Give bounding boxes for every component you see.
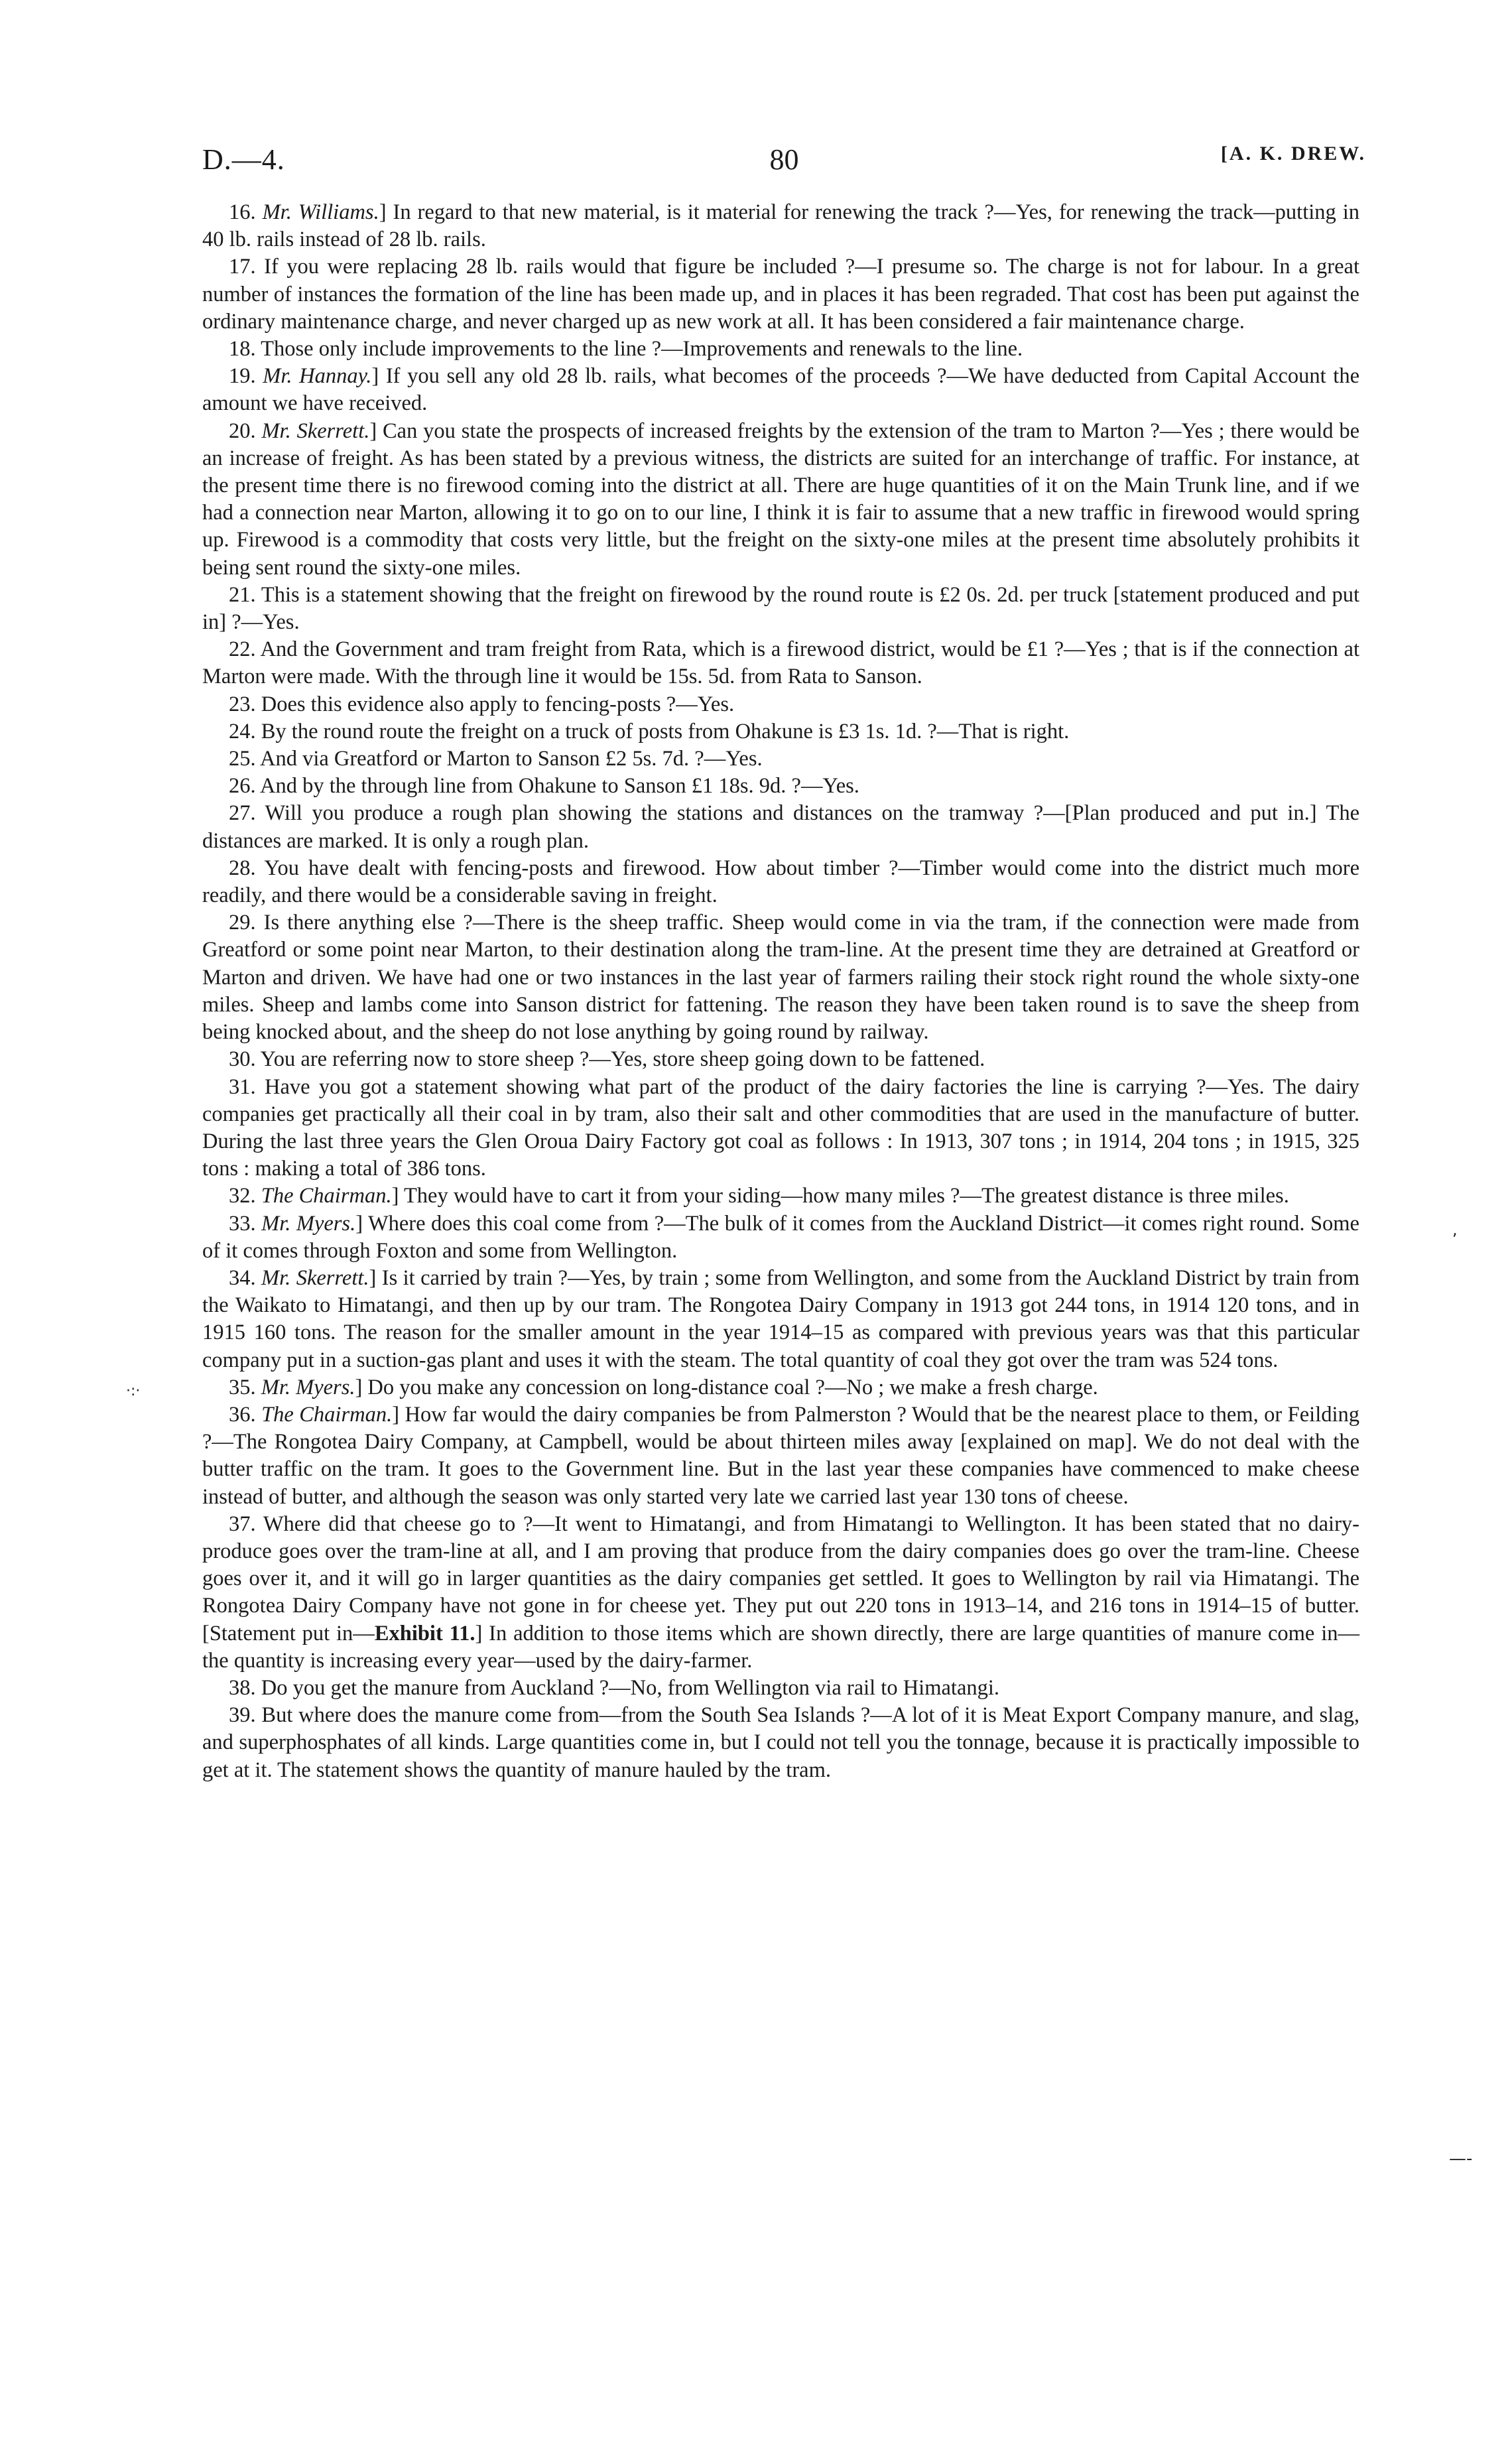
question-paragraph bbox=[202, 1046, 1359, 1073]
question-paragraph bbox=[202, 800, 1359, 854]
speaker-name: Mr. Myers. bbox=[261, 1211, 356, 1236]
exhibit-reference: Exhibit 11. bbox=[374, 1621, 475, 1645]
speaker-name: The Chairman. bbox=[261, 1402, 393, 1427]
speaker-name: Mr. Myers. bbox=[261, 1375, 355, 1399]
question-number: 26. bbox=[229, 774, 256, 799]
question-number: 37. bbox=[229, 1511, 256, 1536]
question-text: You are referring now to store sheep ?—Yes, store sheep going down to be fattened. bbox=[260, 1047, 985, 1072]
margin-mark: , bbox=[1452, 1220, 1458, 1239]
margin-mark: —‐ bbox=[1449, 2149, 1473, 2169]
question-number: 22. bbox=[229, 637, 256, 662]
question-paragraph bbox=[202, 773, 1359, 800]
question-text: By the round route the freight on a truck of posts from Ohakune is £3 1s. 1d. ?—That is right. bbox=[261, 719, 1070, 743]
question-paragraph bbox=[202, 1511, 1359, 1675]
question-number: 34. bbox=[229, 1265, 256, 1290]
question-text: Those only include improvements to the line ?—Improvements and renewals to the line. bbox=[261, 337, 1023, 361]
speaker-name: Mr. Hannay. bbox=[263, 364, 372, 389]
question-number: 23. bbox=[229, 692, 256, 716]
question-paragraph bbox=[202, 1074, 1359, 1183]
margin-mark: ·:· bbox=[126, 1383, 141, 1399]
witness-name: [A. K. DREW. bbox=[1220, 143, 1366, 164]
question-text: They would have to cart it from your siding—how many miles ?—The greatest distance is three miles. bbox=[403, 1184, 1289, 1208]
question-text: Where did that cheese go to ?—It went to Himatangi, and from Himatangi to Wellington. It has been stated that no dairy-produce goes over the tram-line at all, and I am proving that produce from the dairy companies does go over the tram-line. Cheese goes over it, and it will go in larger quantities as the dairy companies get settled. It goes to Wellington by rail via Himatangi. The Rongotea Dairy Company have not gone in for cheese yet. They put out 220 tons in 1913–14, and 216 tons in 1914–15 of butter. [Statement put in— bbox=[202, 1511, 1359, 1645]
question-number: 33. bbox=[229, 1211, 256, 1236]
question-text: Have you got a statement showing what part of the product of the dairy factories the line is carrying ?—Yes. The dairy companies get practically all their coal in by tram, also their salt and other commodities that are used in the manufacture of butter. During the last three years the Glen Oroua Dairy Factory got coal as follows : In 1913, 307 tons ; in 1914, 204 tons ; in 1915, 325 tons : making a total of 386 tons. bbox=[202, 1074, 1359, 1181]
paper-reference: D.—4. bbox=[202, 143, 285, 176]
question-number: 32. bbox=[229, 1184, 256, 1208]
page-number: 80 bbox=[769, 143, 799, 176]
question-number: 19. bbox=[229, 364, 256, 389]
question-number: 17. bbox=[229, 255, 256, 279]
question-text: But where does the manure come from—from the South Sea Islands ?—A lot of it is Meat Export Company manure, and slag, and superphosphates of all kinds. Large quantities come in, but I could not tell you the tonnage, because it is practically impossible to get at it. The statement shows the quantity of manure hauled by the tram. bbox=[202, 1703, 1359, 1782]
question-paragraph bbox=[202, 636, 1359, 690]
question-paragraph: 36. The Chairman.] How far would the dairy companies be from Palmerston ? Would that be the nearest place to them, or Feilding ?—The Rongotea Dairy Company, at Campbell, would be about thirteen miles away [explained on map]. We do not deal with the butter traffic on the tram. It goes to the Government line. But in the last year these companies have commenced to make cheese instead of butter, and although the season was only started very late we carried last year 130 tons of cheese. bbox=[202, 1402, 1359, 1509]
question-text: Will you produce a rough plan showing the stations and distances on the tramway ?—[Plan produced and put in.] The distances are marked. It is only a rough plan. bbox=[202, 801, 1359, 853]
question-number: 29. bbox=[229, 911, 256, 935]
question-number: 36. bbox=[229, 1402, 256, 1427]
question-number: 39. bbox=[229, 1703, 256, 1728]
question-number: 30. bbox=[229, 1047, 256, 1072]
question-text: Is it carried by train ?—Yes, by train ; some from Wellington, and some from the Auckland District by train from the Waikato to Himatangi, and then up by our tram. The Rongotea Dairy Company in 1913 got 244 tons, in 1914 120 tons, and in 1915 160 tons. The reason for the smaller amount in the year 1914–15 as compared with previous years was that this particular company put in a suction-gas plant and uses it with the steam. The total quantity of coal they got over the tram was 524 tons. bbox=[202, 1265, 1359, 1372]
question-text: Can you state the prospects of increased freights by the extension of the tram to Marton ?—Yes ; there would be an increase of freight. As has been stated by a previous witness, the districts are suited for an interchange of traffic. For instance, at the present time there is no firewood coming into the district at all. There are huge quantities of it on the Main Trunk line, and if we had a connection near Marton, allowing it to go on to our line, I think it is fair to assume that a new traffic in firewood would spring up. Firewood is a commodity that costs very little, but the freight on the sixty-one miles at the present time absolutely prohibits it being sent round the sixty-one miles. bbox=[202, 418, 1359, 580]
question-text: How far would the dairy companies be from Palmerston ? Would that be the nearest place to them, or Feilding ?—The Rongotea Dairy Company, at Campbell, would be about thirteen miles away [explained on map]. We do not deal with the butter traffic on the tram. It goes to the Government line. But in the last year these companies have commenced to make cheese instead of butter, and although the season was only started very late we carried last year 130 tons of cheese. bbox=[202, 1402, 1359, 1509]
evidence-body bbox=[202, 199, 1359, 1784]
question-text: If you were replacing 28 lb. rails would that figure be included ?—I presume so. The charge is not for labour. In a great number of instances the formation of the line has been made up, and in places it has been regraded. That cost has been put against the ordinary maintenance charge, and never charged up as new work at all. It has been considered a fair maintenance charge. bbox=[202, 255, 1359, 334]
question-paragraph: 19. Mr. Hannay.] If you sell any old 28 lb. rails, what becomes of the proceeds ?—We have deducted from Capital Account the amount we have received. bbox=[202, 364, 1360, 416]
question-text: You have dealt with fencing-posts and firewood. How about timber ?—Timber would come into the district much more readily, and there would be a considerable saving in freight. bbox=[202, 856, 1359, 908]
question-paragraph bbox=[202, 745, 1359, 773]
question-text: In regard to that new material, is it material for renewing the track ?—Yes, for renewing the track—putting in 40 lb. rails instead of 28 lb. rails. bbox=[202, 200, 1360, 252]
question-paragraph bbox=[202, 855, 1359, 909]
question-number: 20. bbox=[229, 418, 256, 443]
question-paragraph bbox=[202, 1702, 1359, 1784]
question-number: 25. bbox=[229, 747, 256, 771]
question-paragraph bbox=[202, 1675, 1359, 1702]
speaker-name: Mr. Skerrett. bbox=[261, 418, 370, 443]
question-text: And by the through line from Ohakune to Sanson £1 18s. 9d. ?—Yes. bbox=[259, 774, 859, 799]
speaker-name: The Chairman. bbox=[261, 1184, 392, 1208]
question-number: 16. bbox=[229, 200, 256, 224]
question-paragraph: 33. Mr. Myers.] Where does this coal come from ?—The bulk of it comes from the Auckland District—it comes right round. Some of it comes through Foxton and some from Wellington. bbox=[202, 1211, 1359, 1263]
question-text: If you sell any old 28 lb. rails, what becomes of the proceeds ?—We have deducted from Capital Account the amount we have received. bbox=[202, 364, 1360, 416]
question-paragraph bbox=[202, 253, 1359, 336]
speaker-name: Mr. Skerrett. bbox=[261, 1265, 369, 1290]
question-number: 35. bbox=[229, 1375, 256, 1399]
question-text: Does this evidence also apply to fencing-posts ?—Yes. bbox=[261, 692, 735, 716]
question-text: And the Government and tram freight from Rata, which is a firewood district, would be £1 ?—Yes ; that is if the connection at Marton were made. With the through line it would be 15s. 5d. from Rata to Sanson. bbox=[202, 637, 1359, 689]
question-paragraph: 20. Mr. Skerrett.] Can you state the prospects of increased freights by the extension of the tram to Marton ?—Yes ; there would be an increase of freight. As has been stated by a previous witness, the districts are suited for an interchange of traffic. For instance, at the present time there is no firewood coming into the district at all. There are huge quantities of it on the Main Trunk line, and if we had a connection near Marton, allowing it to go on to our line, I think it is fair to assume that a new traffic in firewood would spring up. Firewood is a commodity that costs very little, but the freight on the sixty-one miles at the present time absolutely prohibits it being sent round the sixty-one miles. bbox=[202, 418, 1359, 580]
question-text-continued: ] In addition to those items which are shown directly, there are large quantities of manure come in—the quantity is increasing every year—used by the dairy-farmer. bbox=[202, 1621, 1359, 1673]
question-text: Do you get the manure from Auckland ?—No, from Wellington via rail to Himatangi. bbox=[261, 1675, 1000, 1700]
question-paragraph bbox=[202, 582, 1359, 636]
question-paragraph: 34. Mr. Skerrett.] Is it carried by train ?—Yes, by train ; some from Wellington, and some from the Auckland District by train from the Waikato to Himatangi, and then up by our tram. The Rongotea Dairy Company in 1913 got 244 tons, in 1914 120 tons, and in 1915 160 tons. The reason for the smaller amount in the year 1914–15 as compared with previous years was that this particular company put in a suction-gas plant and uses it with the steam. The total quantity of coal they got over the tram was 524 tons. bbox=[202, 1265, 1359, 1372]
question-text: Where does this coal come from ?—The bulk of it comes from the Auckland District—it comes right round. Some of it comes through Foxton and some from Wellington. bbox=[202, 1211, 1359, 1263]
question-number: 38. bbox=[229, 1675, 256, 1700]
question-number: 28. bbox=[229, 856, 256, 880]
question-paragraph bbox=[202, 336, 1359, 363]
question-paragraph: 35. Mr. Myers.] Do you make any concession on long-distance coal ?—No ; we make a fresh charge. bbox=[229, 1375, 1098, 1399]
question-text: And via Greatford or Marton to Sanson £2 5s. 7d. ?—Yes. bbox=[259, 747, 763, 771]
question-paragraph: 16. Mr. Williams.] In regard to that new material, is it material for renewing the track ?—Yes, for renewing the track—putting in 40 lb. rails instead of 28 lb. rails. bbox=[202, 200, 1360, 252]
question-number: 21. bbox=[229, 582, 256, 607]
question-paragraph bbox=[202, 691, 1359, 718]
question-number: 24. bbox=[229, 719, 256, 743]
question-paragraph: 32. The Chairman.] They would have to cart it from your siding—how many miles ?—The greatest distance is three miles. bbox=[229, 1184, 1289, 1208]
question-paragraph bbox=[202, 718, 1359, 745]
question-number: 18. bbox=[229, 337, 256, 361]
question-number: 31. bbox=[229, 1074, 256, 1099]
page-header bbox=[202, 143, 1366, 182]
question-paragraph bbox=[202, 909, 1359, 1046]
question-text: This is a statement showing that the freight on firewood by the round route is £2 0s. 2d. per truck [statement produced and put in] ?—Yes. bbox=[202, 582, 1359, 635]
speaker-name: Mr. Williams. bbox=[262, 200, 379, 224]
question-number: 27. bbox=[229, 801, 256, 826]
question-text: Is there anything else ?—There is the sheep traffic. Sheep would come in via the tram, if the connection were made from Greatford or some point near Marton, to their destination along the tram-line. At the present time they are detrained at Greatford or Marton and driven. We have had one or two instances in the last year of farmers railing their stock right round the whole sixty-one miles. Sheep and lambs come into Sanson district for fattening. The reason they have been taken round is to save the sheep from being knocked about, and the sheep do not lose anything by going round by railway. bbox=[202, 911, 1360, 1045]
question-text: Do you make any concession on long-distance coal ?—No ; we make a fresh charge. bbox=[367, 1375, 1098, 1399]
